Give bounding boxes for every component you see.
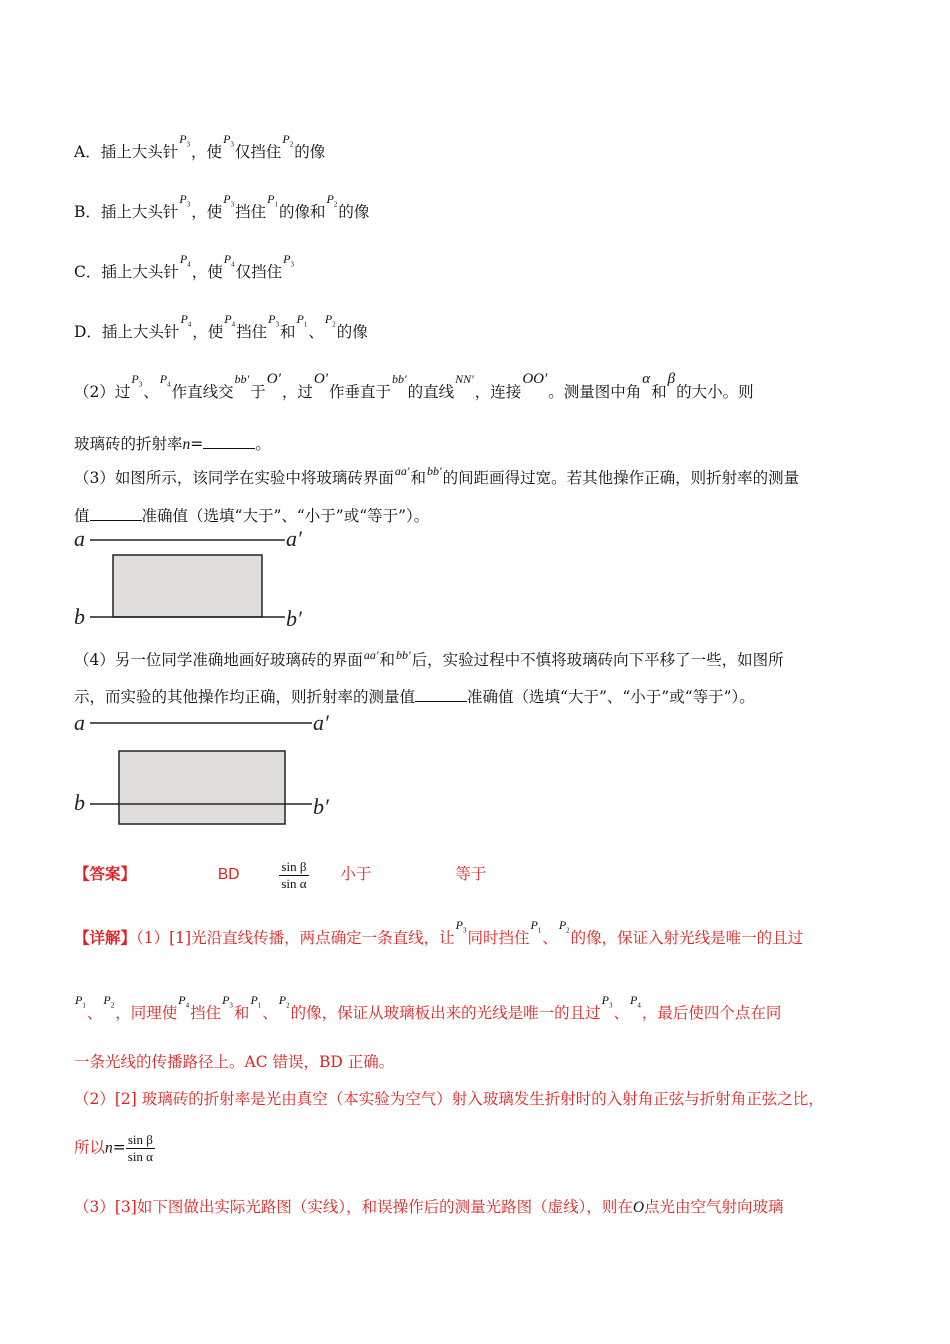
option-c: C．插上大头针$^{P_4}$，使$^{P_4}$仅挡住$^{P_3}$ xyxy=(74,252,294,281)
symbol-p2: P2 xyxy=(558,918,570,935)
label-b: b xyxy=(74,604,85,628)
answer-2-fraction: $\frac{\text{sin β}}{\text{sin α}}$ xyxy=(281,858,307,891)
symbol-p3: P3 xyxy=(223,132,234,149)
symbol-p4: P4 xyxy=(630,993,641,1010)
answer-blank[interactable] xyxy=(203,434,255,449)
symbol-p4: P4 xyxy=(179,252,191,269)
detail-line-5: 所以n= $\frac{\text{sin β}}{\text{sin α}}$ xyxy=(74,1132,153,1164)
label-a: a xyxy=(74,710,85,735)
symbol-p4: P4 xyxy=(224,312,236,329)
symbol-p4: P4 xyxy=(223,252,235,269)
symbol-p2: P2 xyxy=(324,312,336,329)
symbol-p2: P2 xyxy=(326,192,338,209)
symbol-aa-prime: aa′ xyxy=(363,648,379,662)
symbol-p3: P3 xyxy=(283,252,294,269)
symbol-p2: P2 xyxy=(278,993,290,1010)
answer-4: 等于 xyxy=(455,865,487,883)
answer-line xyxy=(74,852,486,897)
detail-line-1: 【详解】（1）[1]光沿直线传播，两点确定一条直线，让$^{P_3}$同时挡住$^{P_1}$、$^{P_2}$的像，保证入射光线是唯一的且过 xyxy=(74,918,804,947)
symbol-p3: P3 xyxy=(222,993,233,1010)
detail-label: 【详解】 xyxy=(74,928,137,947)
answer-label: 【答案】 xyxy=(74,864,137,883)
option-a: A．插上大头针$^{P_3}$，使$^{P_3}$仅挡住$^{P_2}$的像 xyxy=(74,132,326,161)
symbol-p3: P3 xyxy=(268,312,279,329)
option-d: D．插上大头针$^{P_4}$，使$^{P_4}$挡住$^{P_3}$和$^{P_1}$、$^{P_2}$的像 xyxy=(74,312,368,341)
symbol-p2: P2 xyxy=(103,993,115,1010)
symbol-p1: P1 xyxy=(296,312,308,329)
label-a: a xyxy=(74,528,85,551)
symbol-p3: P3 xyxy=(131,372,143,389)
symbol-p4: P4 xyxy=(178,993,190,1010)
answer-blank[interactable] xyxy=(90,506,142,521)
question-3-line-1: （3）如图所示，该同学在实验中将玻璃砖界面$^{aa'}$和$^{bb'}$的间距画得过宽。若其他操作正确，则折射率的测量 xyxy=(74,464,800,487)
question-2-line-1: （2）过$^{P_3}$、$^{P_4}$作直线交$^{bb'}$于O′，过O′作垂直于$^{bb'}$的直线$^{NN'}$，连接OO′。测量图中角α和β的大小。则 xyxy=(74,371,754,401)
figure-2 xyxy=(70,710,340,830)
symbol-bb-prime: bb′ xyxy=(392,372,407,386)
symbol-alpha: α xyxy=(642,371,651,387)
question-2-line-2: 玻璃砖的折射率n= 。 xyxy=(74,435,271,453)
symbol-aa-prime: aa′ xyxy=(394,464,410,478)
label-b-prime: b′ xyxy=(313,794,329,819)
symbol-p3: P3 xyxy=(179,132,191,149)
symbol-p1: P1 xyxy=(530,918,542,935)
glass-block xyxy=(113,555,262,617)
symbol-p4: P4 xyxy=(180,312,192,329)
detail-line-6: （3）[3]如下图做出实际光路图（实线），和误操作后的测量光路图（虚线），则在O点光由空气射向玻璃 xyxy=(74,1198,784,1216)
symbol-p1: P1 xyxy=(267,192,278,209)
label-a-prime: a′ xyxy=(286,528,302,551)
symbol-beta: β xyxy=(667,371,676,387)
answer-blank[interactable] xyxy=(415,687,467,702)
question-4-line-1: （4）另一位同学准确地画好玻璃砖的界面$^{aa'}$和$^{bb'}$后，实验过程中不慎将玻璃砖向下平移了一些，如图所 xyxy=(74,648,784,669)
symbol-p1: P1 xyxy=(250,993,262,1010)
label-a-prime: a′ xyxy=(313,710,329,735)
symbol-p2: P2 xyxy=(282,132,294,149)
symbol-p3: P3 xyxy=(455,918,467,935)
symbol-bb-prime: bb′ xyxy=(234,372,250,386)
detail-line-3: 一条光线的传播路径上。AC 错误，BD 正确。 xyxy=(74,1053,395,1071)
symbol-bb-prime: bb′ xyxy=(396,648,411,662)
symbol-p3: P3 xyxy=(179,192,191,209)
symbol-p3: P3 xyxy=(223,192,235,209)
figure-1 xyxy=(70,528,330,628)
symbol-p4: P4 xyxy=(159,372,171,389)
detail-line-2: $^{P_1}$、$^{P_2}$，同理使$^{P_4}$挡住$^{P_3}$和$^{P_1}$、$^{P_2}$的像，保证从玻璃板出来的光线是唯一的且过$^{P_3}$、$^{P_4}$，最后使四个点在同 xyxy=(75,993,782,1022)
symbol-o-prime: O′ xyxy=(313,371,328,387)
answer-3: 小于 xyxy=(340,865,372,883)
glass-block xyxy=(119,751,285,824)
symbol-oo-prime: OO′ xyxy=(522,371,548,387)
label-b-prime: b′ xyxy=(286,606,302,628)
option-b: B．插上大头针$^{P_3}$，使$^{P_3}$挡住$^{P_1}$的像和$^{P_2}$的像 xyxy=(74,192,370,221)
symbol-o-prime: O′ xyxy=(266,371,281,387)
symbol-bb-prime: bb′ xyxy=(427,464,442,478)
symbol-nn-prime: NN′ xyxy=(455,372,474,386)
answer-1: BD xyxy=(217,866,240,883)
detail-line-4: （2）[2] 玻璃砖的折射率是光由真空（本实验为空气）射入玻璃发生折射时的入射角正弦与折射角正弦之比， xyxy=(74,1090,824,1108)
refraction-fraction: $\frac{\text{sin β}}{\text{sin α}}$ xyxy=(127,1132,153,1164)
symbol-p1: P1 xyxy=(75,993,86,1010)
question-4-line-2: 示，而实验的其他操作均正确，则折射率的测量值 准确值（选填“大于”、“小于”或“等于”）。 xyxy=(74,688,755,706)
label-b: b xyxy=(74,790,85,815)
question-3-line-2: 值 准确值（选填“大于”、“小于”或“等于”）。 xyxy=(74,507,430,525)
symbol-p3: P3 xyxy=(601,993,613,1010)
